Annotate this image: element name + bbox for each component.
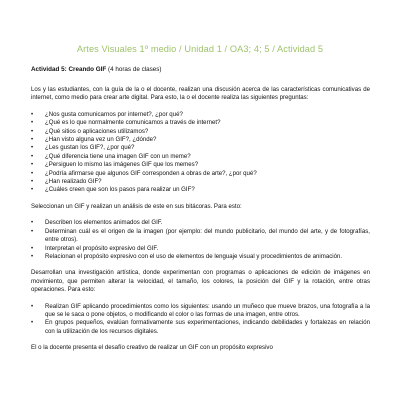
list-item: • ¿Han realizado GIF? — [31, 178, 370, 186]
list-item: • ¿Podría afirmarse que algunos GIF corresponden a obras de arte?, ¿por qué? — [31, 170, 370, 178]
list-item: • Realizan GIF aplicando procedimientos como los siguientes: usando un muñeco que mueve brazos, una fotografía a la que se le saca o pone objetos, o modificando el color o las formas de una imagen, entre otros. — [31, 303, 370, 320]
questions-list — [31, 111, 370, 195]
list-item: • ¿Qué es lo que normalmente comunicamos a través de internet? — [31, 119, 370, 127]
document-body — [31, 86, 370, 353]
list-item: • ¿Les gustan los GIF?, ¿por qué? — [31, 144, 370, 152]
list-item: • Relacionan el propósito expresivo con el uso de elementos de lenguaje visual y procedimientos de animación. — [31, 253, 370, 261]
analysis-list — [31, 219, 370, 261]
list-item: • Interpretan el propósito expresivo del GIF. — [31, 245, 370, 253]
activity-title — [31, 66, 162, 73]
intro-paragraph: Los y las estudiantes, con la guía de la o el docente, realizan una discusión acerca de las características comunicativas de internet, como medio para crear arte digital. Para esto, la o el docente realiza las siguientes preguntas: — [31, 86, 370, 102]
closing-paragraph: El o la docente presenta el desafío creativo de realizar un GIF con un propósito expresivo — [31, 344, 273, 352]
list-item: • ¿Qué sitios o aplicaciones utilizamos? — [31, 128, 370, 136]
list-item: • Describen los elementos animados del GIF. — [31, 219, 370, 227]
activity-title-duration: (4 horas de clases) — [106, 66, 162, 73]
activity-title-bold: Actividad 5: Creando GIF — [31, 66, 107, 73]
develop-paragraph: Desarrollan una investigación artística, donde experimentan con programas o aplicaciones de edición de imágenes en movimiento, que permiten alterar la velocidad, el tamaño, los colores, la posición del GIF y la rotación, entre otras operaciones. Para esto: — [31, 269, 370, 294]
list-item: • Determinan cuál es el origen de la imagen (por ejemplo: del mundo publicitario, del mundo del arte, y de fotografías, entre otros). — [31, 228, 370, 245]
select-paragraph: Seleccionan un GIF y realizan un análisis de este en sus bitácoras. Para esto: — [31, 202, 242, 210]
page-header: Artes Visuales 1º medio / Unidad 1 / OA3; 4; 5 / Actividad 5 — [76, 44, 324, 54]
develop-list — [31, 303, 370, 337]
list-item: • ¿Han visto alguna vez un GIF?, ¿dónde? — [31, 136, 370, 144]
list-item: • ¿Qué diferencia tiene una imagen GIF con un meme? — [31, 153, 370, 161]
list-item: • ¿Cuáles creen que son los pasos para realizar un GIF? — [31, 186, 370, 194]
list-item: • ¿Persiguen lo mismo las imágenes GIF que los memes? — [31, 161, 370, 169]
list-item: • En grupos pequeños, evalúan formativamente sus experimentaciones, indicando debilidades y fortalezas en relación con la utilización de los recursos digitales. — [31, 319, 370, 336]
list-item: • ¿Nos gusta comunicarnos por internet?, ¿por qué? — [31, 111, 370, 119]
